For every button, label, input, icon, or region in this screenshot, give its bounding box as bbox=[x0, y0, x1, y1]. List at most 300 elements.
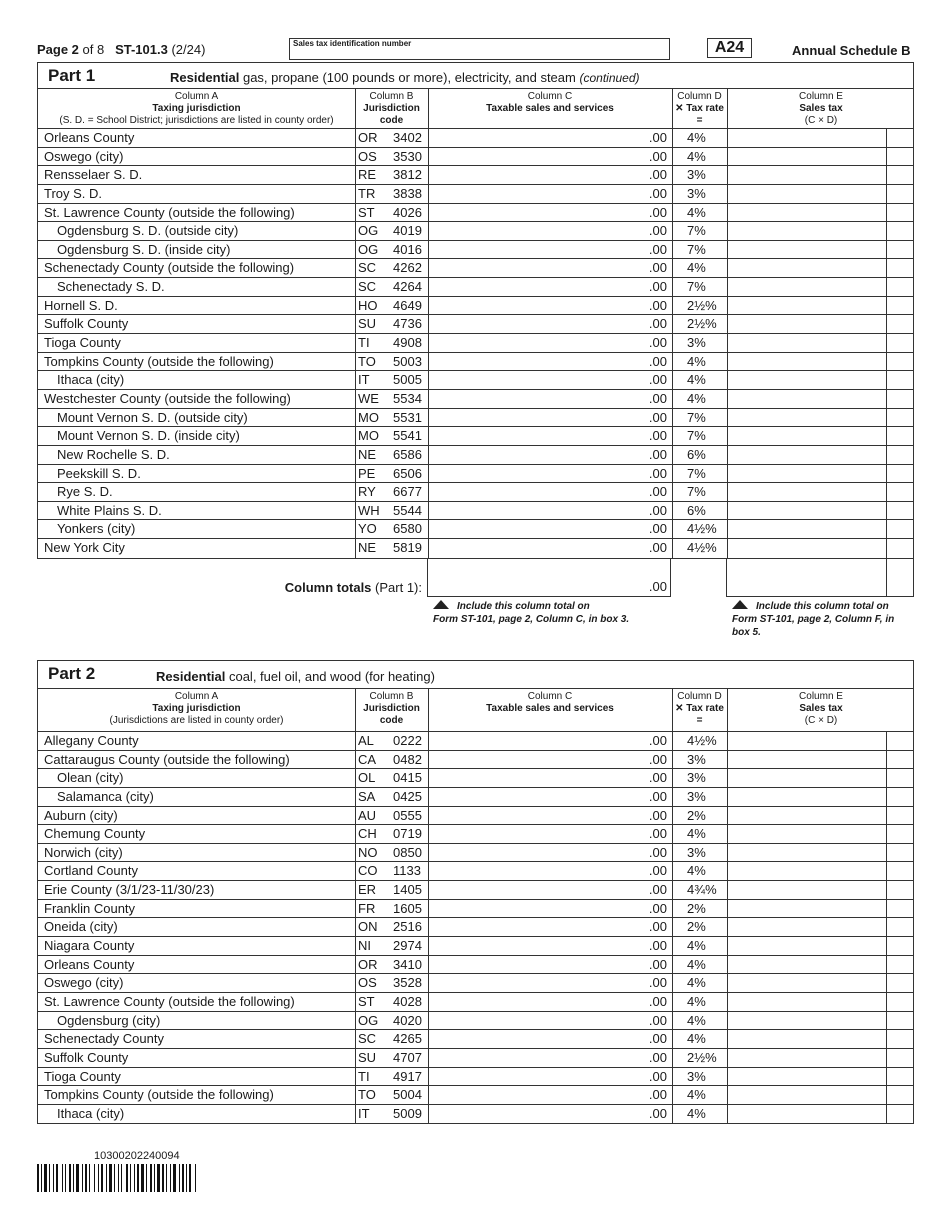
column-e-header: Column E Sales tax (C × D) bbox=[799, 691, 843, 726]
jurisdiction-code: 4016 bbox=[393, 241, 422, 257]
taxable-sales-field[interactable]: .00 bbox=[648, 919, 667, 935]
taxable-sales-field[interactable]: .00 bbox=[648, 279, 667, 295]
barcode-number: 10300202240094 bbox=[94, 1150, 180, 1162]
jurisdiction-code: 5544 bbox=[393, 502, 422, 518]
tax-rate: 2½% bbox=[687, 297, 717, 313]
jurisdiction-name: Schenectady County bbox=[44, 1031, 164, 1047]
table-row bbox=[38, 937, 913, 956]
table-row bbox=[38, 390, 913, 409]
table-row bbox=[38, 204, 913, 223]
column-c-header: Column C Taxable sales and services bbox=[486, 691, 614, 714]
table-row bbox=[38, 1030, 913, 1049]
taxable-sales-field[interactable]: .00 bbox=[648, 223, 667, 239]
schedule-title: Annual Schedule B bbox=[792, 43, 911, 58]
form-revision: (2/24) bbox=[171, 42, 206, 57]
part1-title-bar bbox=[38, 63, 913, 89]
tax-rate: 7% bbox=[687, 484, 706, 500]
taxable-sales-field[interactable]: .00 bbox=[648, 770, 667, 786]
tax-rate: 6% bbox=[687, 446, 706, 462]
table-row bbox=[38, 502, 913, 521]
tax-rate: 4½% bbox=[687, 733, 717, 748]
part2-number: Part 2 bbox=[48, 664, 96, 683]
sales-tax-field[interactable] bbox=[728, 807, 886, 825]
jurisdiction-abbr: OL bbox=[358, 770, 376, 786]
tax-rate: 3% bbox=[687, 788, 706, 804]
jurisdiction-name: St. Lawrence County (outside the following) bbox=[44, 204, 295, 220]
jurisdiction-abbr: TR bbox=[358, 185, 376, 201]
tax-rate: 2% bbox=[687, 807, 706, 823]
table-row bbox=[38, 315, 913, 334]
part1-column-headers bbox=[38, 89, 913, 129]
taxable-sales-field[interactable]: .00 bbox=[648, 241, 667, 257]
jurisdiction-code: 0415 bbox=[393, 770, 422, 786]
jurisdiction-abbr: AL bbox=[358, 733, 374, 748]
sales-tax-field[interactable] bbox=[728, 993, 886, 1011]
taxable-sales-field[interactable]: .00 bbox=[648, 788, 667, 804]
jurisdiction-name: White Plains S. D. bbox=[57, 502, 162, 518]
sales-tax-field[interactable] bbox=[728, 539, 886, 558]
part1-rows bbox=[38, 129, 913, 558]
jurisdiction-name: Suffolk County bbox=[44, 316, 129, 332]
taxable-sales-field[interactable]: .00 bbox=[648, 372, 667, 388]
jurisdiction-name: Chemung County bbox=[44, 826, 146, 842]
jurisdiction-abbr: OG bbox=[358, 223, 379, 239]
jurisdiction-code: 6580 bbox=[393, 521, 422, 537]
page-number: Page 2 bbox=[37, 42, 79, 57]
jurisdiction-code: 4908 bbox=[393, 335, 422, 351]
taxable-sales-field[interactable]: .00 bbox=[648, 1012, 667, 1028]
sales-tax-field[interactable] bbox=[728, 371, 886, 389]
sales-tax-field[interactable] bbox=[728, 900, 886, 918]
jurisdiction-abbr: ON bbox=[358, 919, 378, 935]
taxable-sales-field[interactable]: .00 bbox=[648, 204, 667, 220]
jurisdiction-name: Norwich (city) bbox=[44, 844, 123, 860]
table-row bbox=[38, 974, 913, 993]
jurisdiction-abbr: NE bbox=[358, 540, 377, 556]
jurisdiction-code: 4707 bbox=[393, 1049, 422, 1065]
tax-rate: 4% bbox=[687, 390, 706, 406]
taxable-sales-field[interactable]: .00 bbox=[648, 484, 667, 500]
table-row bbox=[38, 1068, 913, 1087]
taxable-sales-field[interactable]: .00 bbox=[648, 900, 667, 916]
tax-rate: 7% bbox=[687, 465, 706, 481]
taxable-sales-field[interactable]: .00 bbox=[648, 751, 667, 767]
taxable-sales-field[interactable]: .00 bbox=[648, 1105, 667, 1121]
barcode-icon bbox=[37, 1164, 247, 1192]
jurisdiction-code: 5003 bbox=[393, 353, 422, 369]
jurisdiction-name: Ogdensburg S. D. (inside city) bbox=[57, 241, 231, 257]
jurisdiction-name: Tioga County bbox=[44, 1068, 121, 1084]
jurisdiction-name: Hornell S. D. bbox=[44, 297, 118, 313]
jurisdiction-abbr: CH bbox=[358, 826, 377, 842]
jurisdiction-code: 1405 bbox=[393, 882, 422, 898]
jurisdiction-name: Troy S. D. bbox=[44, 185, 103, 201]
taxable-sales-field[interactable]: .00 bbox=[648, 807, 667, 823]
tax-rate: 4% bbox=[687, 1031, 706, 1047]
taxable-sales-field[interactable]: .00 bbox=[648, 826, 667, 842]
table-row bbox=[38, 1012, 913, 1031]
jurisdiction-name: Orleans County bbox=[44, 956, 135, 972]
table-row bbox=[38, 129, 913, 148]
jurisdiction-code: 3528 bbox=[393, 975, 422, 991]
jurisdiction-code: 0425 bbox=[393, 788, 422, 804]
jurisdiction-code: 0482 bbox=[393, 751, 422, 767]
column-c-header: Column C Taxable sales and services bbox=[486, 91, 614, 114]
tax-rate: 6% bbox=[687, 502, 706, 518]
taxable-sales-field[interactable]: .00 bbox=[648, 130, 667, 145]
jurisdiction-code: 4026 bbox=[393, 204, 422, 220]
tax-rate: 4% bbox=[687, 148, 706, 164]
jurisdiction-code: 4262 bbox=[393, 260, 422, 276]
multiply-icon: ✕ bbox=[675, 103, 684, 114]
taxable-sales-field[interactable]: .00 bbox=[648, 390, 667, 406]
jurisdiction-abbr: NE bbox=[358, 446, 377, 462]
taxable-sales-field[interactable]: .00 bbox=[648, 540, 667, 556]
table-row bbox=[38, 788, 913, 807]
jurisdiction-code: 1133 bbox=[393, 863, 421, 879]
table-row bbox=[38, 1086, 913, 1105]
jurisdiction-code: 3402 bbox=[393, 130, 422, 145]
jurisdiction-name: Ogdensburg S. D. (outside city) bbox=[57, 223, 239, 239]
sales-tax-field[interactable] bbox=[728, 502, 886, 520]
jurisdiction-abbr: CA bbox=[358, 751, 377, 767]
jurisdiction-abbr: ST bbox=[358, 204, 375, 220]
tax-rate: 4% bbox=[687, 372, 706, 388]
jurisdiction-code: 3838 bbox=[393, 185, 422, 201]
jurisdiction-abbr: RY bbox=[358, 484, 376, 500]
sales-tax-field[interactable] bbox=[728, 390, 886, 408]
table-row bbox=[38, 353, 913, 372]
table-row bbox=[38, 881, 913, 900]
table-row bbox=[38, 751, 913, 770]
sales-tax-field[interactable] bbox=[728, 788, 886, 806]
jurisdiction-abbr: TI bbox=[358, 335, 370, 351]
part1-number: Part 1 bbox=[48, 66, 96, 85]
column-totals-label: Column totals (Part 1): bbox=[284, 580, 422, 595]
tax-rate: 4% bbox=[687, 938, 706, 954]
jurisdiction-code: 2516 bbox=[393, 919, 422, 935]
tax-rate: 4% bbox=[687, 130, 706, 145]
taxable-sales-field[interactable]: .00 bbox=[648, 1068, 667, 1084]
jurisdiction-abbr: TO bbox=[358, 1087, 376, 1103]
taxable-sales-field[interactable]: .00 bbox=[648, 1031, 667, 1047]
sales-tax-field[interactable] bbox=[728, 974, 886, 992]
jurisdiction-abbr: SU bbox=[358, 316, 377, 332]
sales-tax-field[interactable] bbox=[728, 1030, 886, 1048]
taxable-sales-field[interactable]: .00 bbox=[648, 1087, 667, 1103]
sales-tax-field[interactable] bbox=[728, 881, 886, 899]
table-row bbox=[38, 825, 913, 844]
table-row bbox=[38, 900, 913, 919]
column-b-header: Column B Jurisdiction code bbox=[363, 691, 420, 726]
form-id: ST-101.3 bbox=[115, 42, 168, 57]
part2-column-headers bbox=[38, 689, 913, 732]
sales-tax-field[interactable] bbox=[728, 520, 886, 538]
sales-tax-field[interactable] bbox=[728, 1086, 886, 1104]
table-row bbox=[38, 844, 913, 863]
taxable-sales-field[interactable]: .00 bbox=[648, 733, 667, 748]
tax-rate: 7% bbox=[687, 241, 706, 257]
jurisdiction-abbr: SC bbox=[358, 1031, 377, 1047]
table-row bbox=[38, 807, 913, 826]
jurisdiction-code: 5009 bbox=[393, 1105, 422, 1121]
tax-rate: 4% bbox=[687, 204, 706, 220]
taxable-sales-field[interactable]: .00 bbox=[648, 521, 667, 537]
table-row bbox=[38, 427, 913, 446]
jurisdiction-code: 5531 bbox=[393, 409, 422, 425]
jurisdiction-code: 4020 bbox=[393, 1012, 422, 1028]
column-d-header: Column D ✕ Tax rate = bbox=[675, 91, 724, 126]
sales-tax-field[interactable] bbox=[728, 409, 886, 427]
sales-tax-field[interactable] bbox=[728, 483, 886, 501]
tax-rate: 4% bbox=[687, 260, 706, 276]
jurisdiction-name: Allegany County bbox=[44, 733, 139, 748]
jurisdiction-code: 3812 bbox=[393, 167, 422, 183]
jurisdiction-abbr: CO bbox=[358, 863, 378, 879]
table-row bbox=[38, 1105, 913, 1124]
table-row bbox=[38, 222, 913, 241]
jurisdiction-code: 5534 bbox=[393, 390, 422, 406]
sales-tax-field[interactable] bbox=[728, 446, 886, 464]
jurisdiction-name: Tompkins County (outside the following) bbox=[44, 353, 274, 369]
sales-tax-field[interactable] bbox=[728, 166, 886, 184]
jurisdiction-code: 4264 bbox=[393, 279, 422, 295]
up-triangle-icon bbox=[433, 600, 449, 609]
sales-tax-field[interactable] bbox=[728, 465, 886, 483]
sales-tax-field[interactable] bbox=[728, 844, 886, 862]
jurisdiction-name: Suffolk County bbox=[44, 1049, 129, 1065]
jurisdiction-code: 3410 bbox=[393, 956, 422, 972]
taxable-sales-field[interactable]: .00 bbox=[648, 409, 667, 425]
jurisdiction-abbr: OR bbox=[358, 956, 378, 972]
table-row bbox=[38, 539, 913, 558]
jurisdiction-code: 0555 bbox=[393, 807, 422, 823]
part1-totals bbox=[37, 559, 914, 638]
tax-rate: 4½% bbox=[687, 521, 717, 537]
jurisdiction-name: Olean (city) bbox=[57, 770, 124, 786]
sales-tax-field[interactable] bbox=[728, 353, 886, 371]
form-code-box: A24 bbox=[707, 38, 752, 58]
jurisdiction-name: Erie County (3/1/23-11/30/23) bbox=[44, 882, 215, 898]
jurisdiction-abbr: RE bbox=[358, 167, 377, 183]
taxable-sales-field[interactable]: .00 bbox=[648, 353, 667, 369]
jurisdiction-abbr: AU bbox=[358, 807, 377, 823]
table-row bbox=[38, 297, 913, 316]
sales-tax-field[interactable] bbox=[728, 334, 886, 352]
tax-rate: 7% bbox=[687, 409, 706, 425]
jurisdiction-abbr: OG bbox=[358, 1012, 379, 1028]
tax-rate: 4% bbox=[687, 975, 706, 991]
table-row bbox=[38, 465, 913, 484]
jurisdiction-code: 4019 bbox=[393, 223, 422, 239]
sales-tax-field[interactable] bbox=[728, 185, 886, 203]
taxable-sales-field[interactable]: .00 bbox=[648, 260, 667, 276]
sales-tax-field[interactable] bbox=[728, 918, 886, 936]
jurisdiction-code: 0222 bbox=[393, 733, 422, 748]
jurisdiction-abbr: MO bbox=[358, 409, 379, 425]
tax-rate: 4% bbox=[687, 863, 706, 879]
taxable-sales-field[interactable]: .00 bbox=[648, 1049, 667, 1065]
jurisdiction-name: Mount Vernon S. D. (outside city) bbox=[57, 409, 248, 425]
sales-tax-field[interactable] bbox=[728, 769, 886, 787]
jurisdiction-name: St. Lawrence County (outside the following) bbox=[44, 993, 295, 1009]
jurisdiction-code: 3530 bbox=[393, 148, 422, 164]
jurisdiction-name: Oswego (city) bbox=[44, 975, 124, 991]
table-row bbox=[38, 918, 913, 937]
taxable-sales-field[interactable]: .00 bbox=[648, 863, 667, 879]
jurisdiction-code: 4265 bbox=[393, 1031, 422, 1047]
tax-rate: 7% bbox=[687, 428, 706, 444]
sales-tax-field[interactable] bbox=[728, 278, 886, 296]
table-row bbox=[38, 334, 913, 353]
sales-tax-field[interactable] bbox=[728, 862, 886, 880]
table-row bbox=[38, 1049, 913, 1068]
jurisdiction-code: 5004 bbox=[393, 1087, 422, 1103]
taxable-sales-field[interactable]: .00 bbox=[648, 428, 667, 444]
page-of: of 8 bbox=[82, 42, 105, 57]
jurisdiction-name: Cortland County bbox=[44, 863, 138, 879]
taxable-sales-field[interactable]: .00 bbox=[648, 167, 667, 183]
jurisdiction-name: Tioga County bbox=[44, 335, 121, 351]
jurisdiction-abbr: TI bbox=[358, 1068, 370, 1084]
sales-tax-field[interactable] bbox=[728, 1105, 886, 1124]
taxable-sales-field[interactable]: .00 bbox=[648, 316, 667, 332]
sales-tax-field[interactable] bbox=[728, 241, 886, 259]
taxable-sales-field[interactable]: .00 bbox=[648, 297, 667, 313]
jurisdiction-code: 4028 bbox=[393, 993, 422, 1009]
sales-tax-field[interactable] bbox=[728, 956, 886, 974]
tax-rate: 4% bbox=[687, 956, 706, 972]
jurisdiction-code: 1605 bbox=[393, 900, 422, 916]
table-row bbox=[38, 371, 913, 390]
jurisdiction-abbr: SA bbox=[358, 788, 376, 804]
jurisdiction-abbr: ER bbox=[358, 882, 377, 898]
jurisdiction-code: 4917 bbox=[393, 1068, 422, 1084]
jurisdiction-abbr: OS bbox=[358, 148, 377, 164]
jurisdiction-abbr: SC bbox=[358, 279, 377, 295]
part2-title-bar bbox=[38, 661, 913, 689]
tax-rate: 4% bbox=[687, 1105, 706, 1121]
jurisdiction-name: Auburn (city) bbox=[44, 807, 118, 823]
table-row bbox=[38, 166, 913, 185]
column-e-total-note: Include this column total on Form ST-101, page 2, Column F, in box 5. bbox=[732, 601, 895, 638]
sales-tax-field[interactable] bbox=[728, 148, 886, 166]
part2-description: Residential coal, fuel oil, and wood (for heating) bbox=[156, 669, 435, 684]
table-row bbox=[38, 769, 913, 788]
column-d-header: Column D ✕ Tax rate = bbox=[675, 691, 724, 726]
sales-tax-field[interactable] bbox=[728, 222, 886, 240]
taxable-sales-field[interactable]: .00 bbox=[648, 975, 667, 991]
taxable-sales-field[interactable]: .00 bbox=[648, 956, 667, 972]
sales-tax-field[interactable] bbox=[728, 315, 886, 333]
table-row bbox=[38, 956, 913, 975]
column-a-header: Column A Taxing jurisdiction (S. D. = School District; jurisdictions are listed in county order) bbox=[59, 91, 334, 126]
column-c-total-field[interactable]: .00 bbox=[427, 559, 671, 597]
sales-tax-field[interactable] bbox=[728, 1049, 886, 1067]
tax-rate: 4% bbox=[687, 353, 706, 369]
jurisdiction-code: 5819 bbox=[393, 540, 422, 556]
tax-rate: 3% bbox=[687, 167, 706, 183]
taxable-sales-field[interactable]: .00 bbox=[648, 446, 667, 462]
taxable-sales-field[interactable]: .00 bbox=[648, 993, 667, 1009]
taxable-sales-field[interactable]: .00 bbox=[648, 465, 667, 481]
tax-rate: 3% bbox=[687, 770, 706, 786]
sales-tax-field[interactable] bbox=[728, 427, 886, 445]
table-row bbox=[38, 148, 913, 167]
jurisdiction-name: Ogdensburg (city) bbox=[57, 1012, 161, 1028]
jurisdiction-abbr: OR bbox=[358, 130, 378, 145]
jurisdiction-name: Ithaca (city) bbox=[57, 372, 125, 388]
jurisdiction-code: 2974 bbox=[393, 938, 422, 954]
tax-rate: 3% bbox=[687, 844, 706, 860]
table-row bbox=[38, 862, 913, 881]
jurisdiction-abbr: ST bbox=[358, 993, 375, 1009]
tax-rate: 4% bbox=[687, 826, 706, 842]
tax-rate: 4% bbox=[687, 1087, 706, 1103]
tax-rate: 4% bbox=[687, 1012, 706, 1028]
taxable-sales-field[interactable]: .00 bbox=[648, 148, 667, 164]
table-row bbox=[38, 993, 913, 1012]
jurisdiction-abbr: OS bbox=[358, 975, 377, 991]
jurisdiction-abbr: YO bbox=[358, 521, 377, 537]
tax-rate: 2% bbox=[687, 900, 706, 916]
taxable-sales-field[interactable]: .00 bbox=[648, 185, 667, 201]
taxable-sales-field[interactable]: .00 bbox=[648, 335, 667, 351]
jurisdiction-code: 6677 bbox=[393, 484, 422, 500]
equals-icon: = bbox=[696, 115, 703, 126]
sales-tax-field[interactable] bbox=[728, 1068, 886, 1086]
jurisdiction-name: Yonkers (city) bbox=[57, 521, 136, 537]
sales-tax-field[interactable] bbox=[728, 751, 886, 769]
jurisdiction-abbr: HO bbox=[358, 297, 378, 313]
tax-id-label: Sales tax identification number bbox=[293, 39, 412, 48]
sales-tax-field[interactable] bbox=[728, 825, 886, 843]
sales-tax-field[interactable] bbox=[728, 1012, 886, 1030]
jurisdiction-code: 4649 bbox=[393, 297, 422, 313]
taxable-sales-field[interactable]: .00 bbox=[648, 938, 667, 954]
table-row bbox=[38, 732, 913, 751]
table-row bbox=[38, 409, 913, 428]
taxable-sales-field[interactable]: .00 bbox=[648, 844, 667, 860]
sales-tax-field[interactable] bbox=[728, 129, 886, 147]
sales-tax-field[interactable] bbox=[728, 297, 886, 315]
jurisdiction-name: Rye S. D. bbox=[57, 484, 113, 500]
table-row bbox=[38, 278, 913, 297]
jurisdiction-abbr: FR bbox=[358, 900, 376, 916]
column-e-total-field[interactable] bbox=[726, 559, 914, 597]
tax-rate: 2½% bbox=[687, 316, 717, 332]
jurisdiction-abbr: IT bbox=[358, 1105, 370, 1121]
jurisdiction-abbr: OG bbox=[358, 241, 379, 257]
sales-tax-field[interactable] bbox=[728, 937, 886, 955]
sales-tax-field[interactable] bbox=[728, 259, 886, 277]
sales-tax-field[interactable] bbox=[728, 732, 886, 750]
part1-description: Residential gas, propane (100 pounds or more), electricity, and steam (continued) bbox=[170, 70, 640, 85]
tax-rate: 4½% bbox=[687, 540, 717, 556]
tax-rate: 3% bbox=[687, 1068, 706, 1084]
taxable-sales-field[interactable]: .00 bbox=[648, 502, 667, 518]
jurisdiction-code: 0719 bbox=[393, 826, 422, 842]
sales-tax-field[interactable] bbox=[728, 204, 886, 222]
tax-id-field[interactable] bbox=[289, 38, 670, 60]
jurisdiction-code: 5005 bbox=[393, 372, 422, 388]
tax-rate: 3% bbox=[687, 335, 706, 351]
jurisdiction-code: 0850 bbox=[393, 844, 422, 860]
jurisdiction-name: Westchester County (outside the following) bbox=[44, 390, 291, 406]
taxable-sales-field[interactable]: .00 bbox=[648, 882, 667, 898]
jurisdiction-name: Cattaraugus County (outside the following) bbox=[44, 751, 290, 767]
part1-section bbox=[37, 62, 914, 559]
